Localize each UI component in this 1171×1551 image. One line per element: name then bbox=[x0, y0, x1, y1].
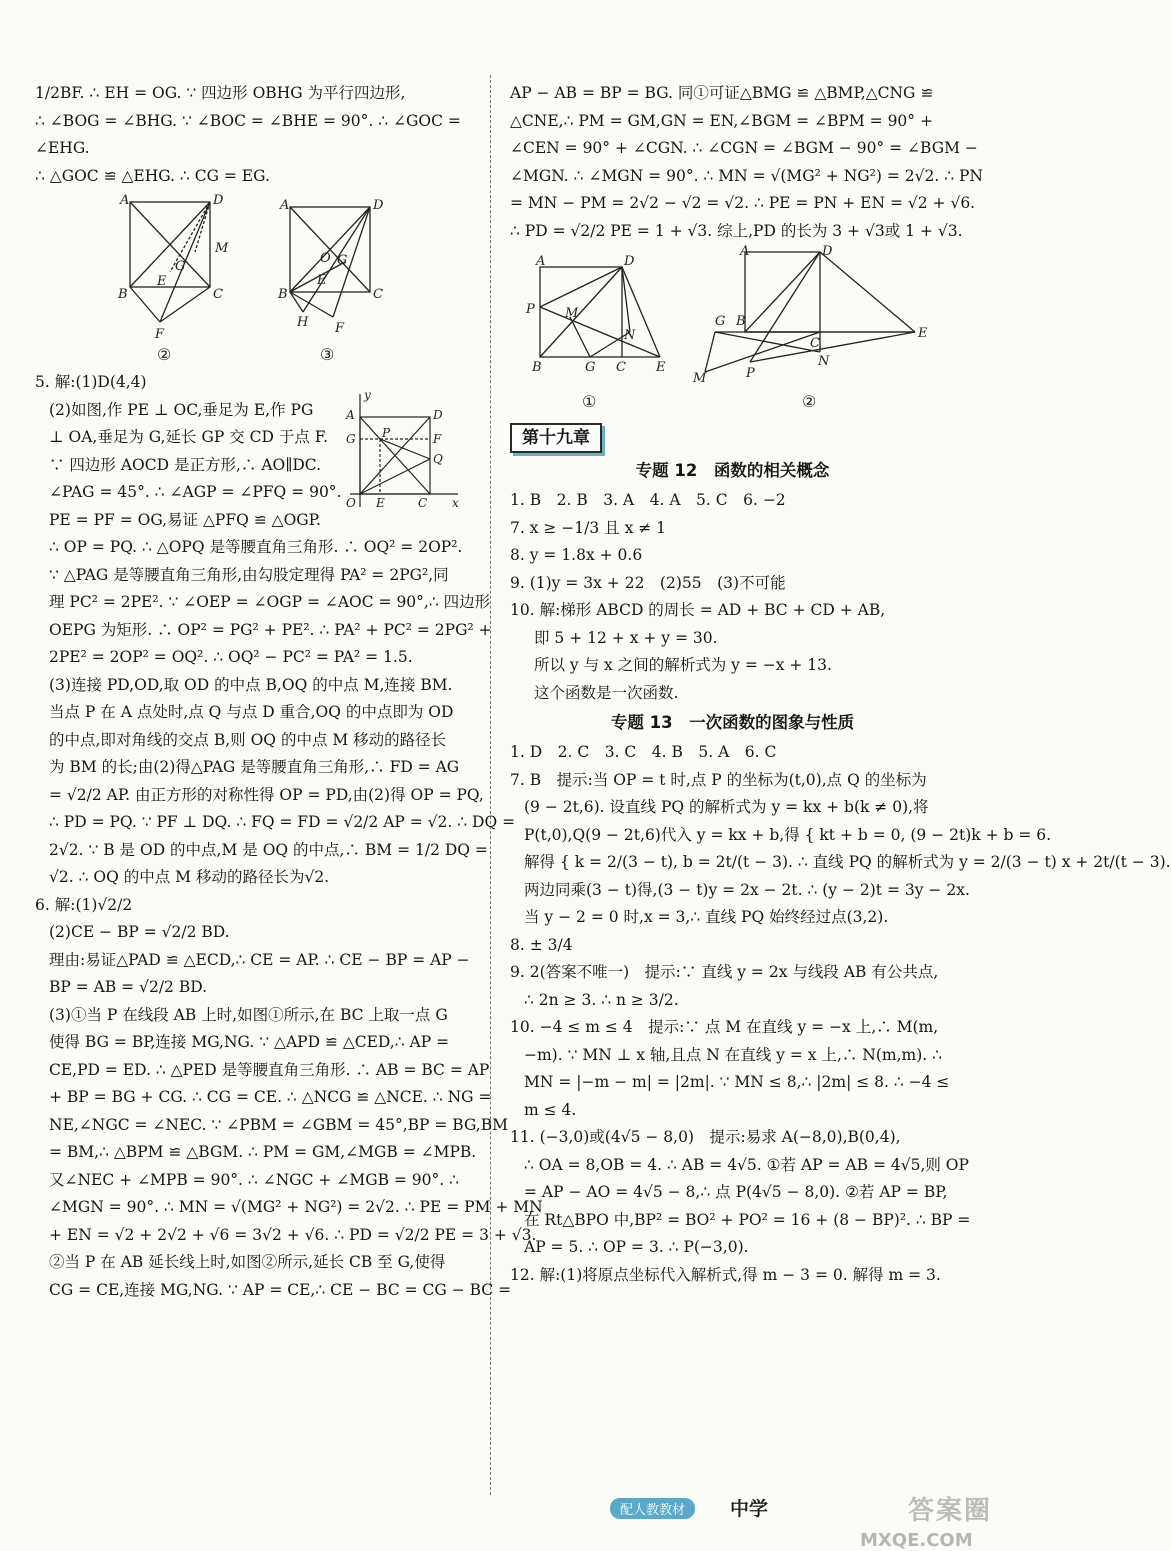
svg-text:P: P bbox=[382, 426, 391, 440]
t13-line: 1. D 2. C 3. C 4. B 5. A 6. C bbox=[510, 743, 777, 761]
svg-text:N: N bbox=[818, 354, 830, 369]
brand-name: 中学 bbox=[730, 1498, 769, 1520]
svg-text:C: C bbox=[616, 360, 626, 375]
svg-text:B: B bbox=[532, 360, 542, 375]
svg-text:C: C bbox=[418, 496, 428, 510]
q6-line: 理由:易证△PAD ≌ △ECD,∴ CE = AP. ∴ CE − BP = AP − bbox=[49, 950, 470, 969]
figure-label-2: ② bbox=[157, 345, 172, 364]
svg-text:G: G bbox=[175, 259, 186, 274]
t12-line: 8. y = 1.8x + 0.6 bbox=[510, 546, 643, 564]
svg-text:E: E bbox=[376, 496, 385, 510]
chapter-heading: 第十九章 bbox=[510, 423, 602, 453]
answer-line: ∠EHG. bbox=[35, 139, 90, 157]
q5-line: (2)如图,作 PE ⊥ OC,垂足为 E,作 PG bbox=[49, 400, 314, 419]
t13-line: 9. 2(答案不唯一) 提示:∵ 直线 y = 2x 与线段 AB 有公共点, bbox=[510, 963, 939, 981]
svg-text:P: P bbox=[746, 366, 755, 381]
answer-line: ∴ ∠BOG = ∠BHG. ∵ ∠BOC = ∠BHE = 90°. ∴ ∠GOC = bbox=[35, 111, 461, 130]
t13-line: 10. −4 ≤ m ≤ 4 提示:∵ 点 M 在直线 y = −x 上,∴ M(m, bbox=[510, 1018, 939, 1036]
q5-line: 理 PC² = 2PE². ∵ ∠OEP = ∠OGP = ∠AOC = 90°,∴ 四边形 bbox=[49, 593, 491, 611]
svg-text:E: E bbox=[317, 273, 327, 288]
coordinate-figure-q5 bbox=[340, 389, 465, 514]
q6-line: ∠MGN = 90°. ∴ MN = √(MG² + NG²) = 2√2. ∴ PE = PM + MN bbox=[49, 1198, 543, 1216]
svg-text:F: F bbox=[155, 327, 165, 342]
svg-text:M: M bbox=[215, 241, 229, 256]
svg-text:O: O bbox=[346, 496, 356, 510]
q5-line: ∴ OP = PQ. ∴ △OPQ 是等腰直角三角形. ∴ OQ² = 2OP². bbox=[49, 538, 463, 556]
svg-text:F: F bbox=[335, 321, 345, 336]
q6-continued-line: ∠CEN = 90° + ∠CGN. ∴ ∠CGN = ∠BGM − 90° = ∠BGM − bbox=[510, 139, 978, 157]
q5-line: ∵ 四边形 AOCD 是正方形,∴ AO∥DC. bbox=[49, 455, 322, 474]
svg-text:A: A bbox=[536, 254, 546, 269]
t12-line: 1. B 2. B 3. A 4. A 5. C 6. −2 bbox=[510, 491, 786, 509]
svg-text:D: D bbox=[822, 244, 833, 259]
q6-line: BP = AB = √2/2 BD. bbox=[49, 978, 208, 996]
t13-line: −m). ∵ MN ⊥ x 轴,且点 N 在直线 y = x 上,∴ N(m,m). ∴ bbox=[524, 1045, 942, 1064]
svg-text:D: D bbox=[213, 193, 224, 208]
q5-line: PE = PF = OG,易证 △PFQ ≌ △OGP. bbox=[49, 510, 321, 529]
t13-line: 两边同乘(3 − t)得,(3 − t)y = 2x − 2t. ∴ (y − 2)t = 3y − 2x. bbox=[524, 880, 970, 899]
q6-continued-line: ∠MGN. ∴ ∠MGN = 90°. ∴ MN = √(MG² + NG²) = 2√2. ∴ PN bbox=[510, 166, 983, 185]
geometry-figures-2-3 bbox=[35, 192, 475, 367]
svg-text:A: A bbox=[346, 408, 355, 422]
svg-text:B: B bbox=[118, 287, 128, 302]
t13-line: = AP − AO = 4√5 − 8,∴ 点 P(4√5 − 8,0). ②若 AP = BP, bbox=[524, 1183, 948, 1201]
svg-text:E: E bbox=[157, 274, 167, 289]
geometry-figures-1-2 bbox=[510, 244, 950, 417]
t13-line: ∴ OA = 8,OB = 4. ∴ AB = 4√5. ①若 AP = AB = 4√5,则 OP bbox=[524, 1155, 969, 1174]
q6-continued-line: = MN − PM = 2√2 − √2 = √2. ∴ PE = PN + EN = √2 + √6. bbox=[510, 194, 976, 212]
q6-line: NE,∠NGC = ∠NEC. ∵ ∠PBM = ∠GBM = 45°,BP = BG,BM bbox=[49, 1115, 508, 1134]
svg-text:F: F bbox=[433, 432, 442, 446]
figure-label-3: ③ bbox=[320, 345, 335, 364]
t13-line: 7. B 提示:当 OP = t 时,点 P 的坐标为(t,0),点 Q 的坐标为 bbox=[510, 770, 927, 789]
q5-line: √2. ∴ OQ 的中点 M 移动的路径长为√2. bbox=[49, 868, 330, 886]
q6-line: + BP = BG + CG. ∴ CG = CE. ∴ △NCG ≌ △NCE. ∴ NG = bbox=[49, 1088, 492, 1106]
t13-line: (9 − 2t,6). 设直线 PQ 的解析式为 y = kx + b(k ≠ 0),将 bbox=[524, 798, 929, 816]
svg-text:B: B bbox=[278, 287, 288, 302]
q6-line: ②当 P 在 AB 延长线上时,如图②所示,延长 CB 至 G,使得 bbox=[49, 1253, 446, 1271]
svg-text:P: P bbox=[526, 302, 535, 317]
svg-text:G: G bbox=[715, 314, 726, 329]
answer-line: ∴ △GOC ≌ △EHG. ∴ CG = EG. bbox=[35, 166, 270, 185]
q5-line: ∴ PD = PQ. ∵ PF ⊥ DQ. ∴ FQ = FD = √2/2 AP = √2. ∴ DQ = bbox=[49, 813, 516, 831]
t13-line: P(t,0),Q(9 − 2t,6)代入 y = kx + b,得 { kt + b = 0, (9 − 2t)k + b = 6. bbox=[524, 825, 1052, 844]
svg-text:M: M bbox=[565, 306, 579, 321]
q6-line: (2)CE − BP = √2/2 BD. bbox=[49, 923, 230, 941]
watermark-logo: 答案圈 bbox=[907, 1496, 992, 1526]
svg-text:H: H bbox=[297, 315, 309, 330]
q6-line: 又∠NEC + ∠MPB = 90°. ∴ ∠NGC + ∠MGB = 90°. ∴ bbox=[49, 1170, 459, 1189]
svg-text:N: N bbox=[624, 328, 636, 343]
t13-line: AP = 5. ∴ OP = 3. ∴ P(−3,0). bbox=[524, 1238, 749, 1256]
q5-line: ∵ △PAG 是等腰直角三角形,由勾股定理得 PA² = 2PG²,同 bbox=[49, 565, 449, 584]
figure-label-2b: ② bbox=[802, 392, 817, 411]
svg-text:C: C bbox=[373, 287, 383, 302]
svg-text:A: A bbox=[740, 244, 750, 259]
svg-text:B: B bbox=[736, 314, 746, 329]
q5-line: ⊥ OA,垂足为 G,延长 GP 交 CD 于点 F. bbox=[49, 428, 329, 446]
answer-line: 1/2BF. ∴ EH = OG. ∵ 四边形 OBHG 为平行四边形, bbox=[35, 84, 406, 102]
q6-continued-line: AP − AB = BP = BG. 同①可证△BMG ≌ △BMP,△CNG ≌ bbox=[510, 84, 934, 102]
svg-text:G: G bbox=[337, 253, 348, 268]
svg-text:E: E bbox=[656, 360, 666, 375]
svg-text:M: M bbox=[693, 371, 707, 386]
svg-text:y: y bbox=[364, 388, 371, 402]
q5-line: 2PE² = 2OP² = OQ². ∴ OQ² − PC² = PA² = 1.5. bbox=[49, 648, 413, 666]
t12-line: 所以 y 与 x 之间的解析式为 y = −x + 13. bbox=[534, 656, 832, 674]
t12-line: 9. (1)y = 3x + 22 (2)55 (3)不可能 bbox=[510, 573, 786, 592]
t13-line: 在 Rt△BPO 中,BP² = BO² + PO² = 16 + (8 − BP)². ∴ BP = bbox=[524, 1210, 971, 1229]
svg-text:D: D bbox=[624, 254, 635, 269]
t13-line: 解得 { k = 2/(3 − t), b = 2t/(t − 3). ∴ 直线 PQ 的解析式为 y = 2/(3 − t) x + 2t/(t − 3). bbox=[524, 853, 1171, 871]
q6-line: = BM,∴ △BPM ≌ △BGM. ∴ PM = GM,∠MGB = ∠MPB. bbox=[49, 1143, 477, 1161]
topic-heading-12: 专题 12 函数的相关概念 bbox=[635, 461, 830, 480]
svg-text:D: D bbox=[433, 408, 443, 422]
q5-line: ∠PAG = 45°. ∴ ∠AGP = ∠PFQ = 90°. bbox=[49, 483, 342, 501]
q6-line: (3)①当 P 在线段 AB 上时,如图①所示,在 BC 上取一点 G bbox=[49, 1005, 448, 1024]
q5-line: 5. 解:(1)D(4,4) bbox=[35, 373, 147, 391]
svg-text:Q: Q bbox=[433, 452, 443, 466]
svg-text:O: O bbox=[320, 251, 331, 266]
q6-line: 使得 BG = BP,连接 MG,NG. ∵ △APD ≌ △CED,∴ AP = bbox=[49, 1033, 450, 1051]
q5-line: 当点 P 在 A 点处时,点 Q 与点 D 重合,OQ 的中点即为 OD bbox=[49, 703, 454, 721]
svg-text:G: G bbox=[346, 432, 356, 446]
t13-line: 11. (−3,0)或(4√5 − 8,0) 提示:易求 A(−8,0),B(0,4), bbox=[510, 1128, 901, 1146]
textbook-badge: 配人教教材 bbox=[610, 1498, 695, 1519]
t12-line: 10. 解:梯形 ABCD 的周长 = AD + BC + CD + AB, bbox=[510, 601, 886, 619]
q6-line: 6. 解:(1)√2/2 bbox=[35, 895, 133, 914]
q5-line: (3)连接 PD,OD,取 OD 的中点 B,OQ 的中点 M,连接 BM. bbox=[49, 675, 453, 694]
svg-text:E: E bbox=[918, 326, 928, 341]
t12-line: 即 5 + 12 + x + y = 30. bbox=[534, 628, 718, 647]
t13-line: MN = |−m − m| = |2m|. ∵ MN ≤ 8,∴ |2m| ≤ 8. ∴ −4 ≤ bbox=[524, 1073, 950, 1091]
q6-continued-line: △CNE,∴ PM = GM,GN = EN,∠BGM = ∠BPM = 90° + bbox=[510, 111, 933, 130]
svg-text:C: C bbox=[213, 287, 223, 302]
t13-line: 8. ± 3/4 bbox=[510, 935, 573, 954]
t13-line: m ≤ 4. bbox=[524, 1100, 577, 1119]
svg-text:x: x bbox=[452, 496, 459, 510]
t13-line: 12. 解:(1)将原点坐标代入解析式,得 m − 3 = 0. 解得 m = 3. bbox=[510, 1265, 941, 1284]
topic-heading-13: 专题 13 一次函数的图象与性质 bbox=[610, 713, 855, 732]
svg-text:C: C bbox=[810, 336, 820, 351]
svg-text:G: G bbox=[585, 360, 596, 375]
q5-line: 为 BM 的长;由(2)得△PAG 是等腰直角三角形,∴ FD = AG bbox=[49, 758, 460, 776]
q5-line: = √2/2 AP. 由正方形的对称性得 OP = PD,由(2)得 OP = PQ, bbox=[49, 785, 484, 804]
q6-line: CG = CE,连接 MG,NG. ∵ AP = CE,∴ CE − BC = CG − BC = bbox=[49, 1280, 512, 1299]
right-column bbox=[510, 80, 1171, 1289]
q6-line: CE,PD = ED. ∴ △PED 是等腰直角三角形. ∴ AB = BC = AP bbox=[49, 1060, 490, 1079]
t12-line: 这个函数是一次函数. bbox=[534, 683, 679, 702]
figure-label-1: ① bbox=[582, 392, 597, 411]
svg-text:A: A bbox=[120, 193, 130, 208]
t12-line: 7. x ≥ −1/3 且 x ≠ 1 bbox=[510, 518, 667, 537]
page-footer bbox=[590, 1490, 1000, 1530]
t13-line: 当 y − 2 = 0 时,x = 3,∴ 直线 PQ 始终经过点(3,2). bbox=[524, 908, 889, 926]
q6-line: + EN = √2 + 2√2 + √6 = 3√2 + √6. ∴ PD = √2/2 PE = 3 + √3. bbox=[49, 1225, 537, 1244]
t13-line: ∴ 2n ≥ 3. ∴ n ≥ 3/2. bbox=[524, 990, 679, 1009]
q6-continued-line: ∴ PD = √2/2 PE = 1 + √3. 综上,PD 的长为 3 + √3或 1 + √3. bbox=[510, 221, 963, 240]
q5-line: OEPG 为矩形. ∴ OP² = PG² + PE². ∴ PA² + PC² = 2PG² + bbox=[49, 620, 492, 639]
svg-text:A: A bbox=[280, 198, 290, 213]
svg-text:D: D bbox=[373, 198, 384, 213]
watermark-site: MXQE.COM bbox=[860, 1530, 973, 1551]
q5-line: 的中点,即对角线的交点 B,则 OQ 的中点 M 移动的路径长 bbox=[49, 730, 447, 749]
q5-line: 2√2. ∵ B 是 OD 的中点,M 是 OQ 的中点,∴ BM = 1/2 DQ = bbox=[49, 840, 488, 859]
